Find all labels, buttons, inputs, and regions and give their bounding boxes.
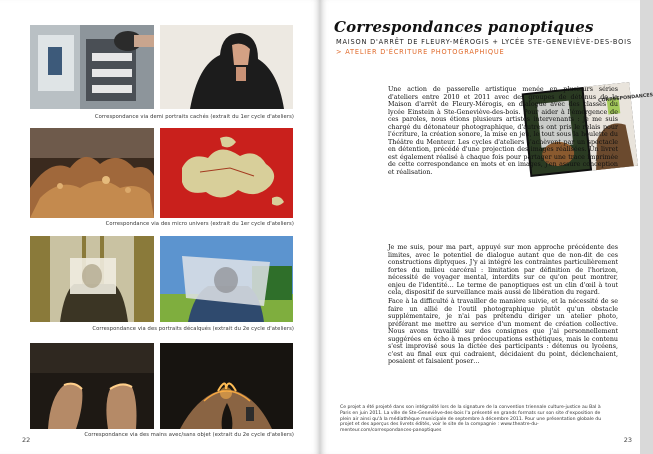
paragraph-method: Face à la difficulté à travailler de manière suivie, et la nécessité de se faire un allié de l'outil photographique plutôt qu'un obstacle supplémentaire, je n'ai pas prétendu diriger un atelier photo, préférant me mettre au service d'un moment de création collective. Nous avons travaillé sur des consignes que j'ai personnellement suggérées en écho à mes préoccupations esthétiques, mais le contenu s'est improvisé sous la dictée des participants : détenus ou lycéens, c'est au final eux qui cadraient, décidaient du point, déclenchaient, posaient et faisaient poser… bbox=[388, 298, 618, 366]
photo-hidden-portrait-left bbox=[30, 25, 154, 109]
caption-hidden-portraits: Correspondance via demi portraits cachés (extrait du 1er cycle d'ateliers) bbox=[94, 114, 294, 120]
caption-hands: Correspondance via des mains avec/sans objet (extrait du 2e cycle d'ateliers) bbox=[84, 432, 294, 438]
photo-micro-universe-left bbox=[30, 128, 154, 218]
page-subtitle: MAISON D'ARRÊT DE FLEURY-MÉROGIS + LYCÉE STE-GENEVIÈVE-DES-BOIS bbox=[336, 38, 632, 46]
photo-hands-right bbox=[160, 343, 293, 429]
page-number-left: 22 bbox=[22, 436, 31, 444]
page-number-right: 23 bbox=[623, 436, 632, 444]
footnote: Ce projet a été projeté dans son intégralité lors de la signature de la convention triennale culture-justice au Bal à Paris en juin 2011. La ville de Ste-Geneviève-des-bois l'a présenté en grands formats sur son site d'exposition de plein air ainsi qu'à la médiathèque municipale de septembre à décembre 2011. Pour une présentation globale du projet et des aperçus des livrets édités, voir le site de la compagnie : www.theatre-du-menteur.com/correspondances-panoptiques bbox=[340, 405, 602, 434]
photo-tracing-portrait-right bbox=[160, 236, 293, 322]
photo-micro-universe-right bbox=[160, 128, 293, 218]
page-subtitle-workshop: > ATELIER D'ÉCRITURE PHOTOGRAPHIQUE bbox=[336, 48, 505, 56]
right-page bbox=[320, 0, 653, 454]
paragraph-intro: Une action de passerelle artistique menée en plusieurs séries d'ateliers entre 2010 et 2011 avec des groupes de détenus de la Maison d'arrêt de Fleury-Mérogis, en dialogue avec des classes du lycée Einstein à Ste-Geneviève-des-bois. Pour aider à l'émergence de ces paroles, nous étions plusieurs artistes intervenants : je me suis chargé du détonateur photographique, d'autres ont pris le relais pour l'écriture, la création sonore, la mise en jeu, le tout sous la houlette du Théâtre du Menteur. Les cycles d'ateliers s'achèvent par un spectacle en détention, précédé d'une projection des images réalisées. Un livret est également réalisé à chaque fois pour partager une trace imprimée de cette correspondance en mots et en images, j'en assure conception et réalisation. bbox=[388, 86, 618, 177]
caption-tracing-portraits: Correspondance via des portraits décalqués (extrait du 2e cycle d'ateliers) bbox=[92, 326, 294, 332]
caption-micro-universes: Correspondance via des micro univers (extrait du 1er cycle d'ateliers) bbox=[105, 221, 294, 227]
paragraph-approach: Je me suis, pour ma part, appuyé sur mon approche précédente des limites, avec le potentiel de dialogue autant que de non-dit de ces constructions diptyques. J'y ai intégré les contraintes particulièrement fortes du milieu carcéral : limitation par définition de l'horizon, nécessité de voyager mental, interdits sur ce qu'on peut montrer, enjeu de l'identité… Le terme de panoptiques est un clin d'œil à tout cela, dispositif de surveillance mais aussi de libération du regard. bbox=[388, 244, 618, 297]
photo-hands-left bbox=[30, 343, 154, 429]
book-cover-title: CORRESPONDANCES bbox=[597, 93, 653, 104]
photo-hidden-portrait-right bbox=[160, 25, 293, 109]
page-title: Correspondances panoptiques bbox=[334, 18, 594, 36]
photo-tracing-portrait-left bbox=[30, 236, 154, 322]
left-page bbox=[0, 0, 320, 454]
